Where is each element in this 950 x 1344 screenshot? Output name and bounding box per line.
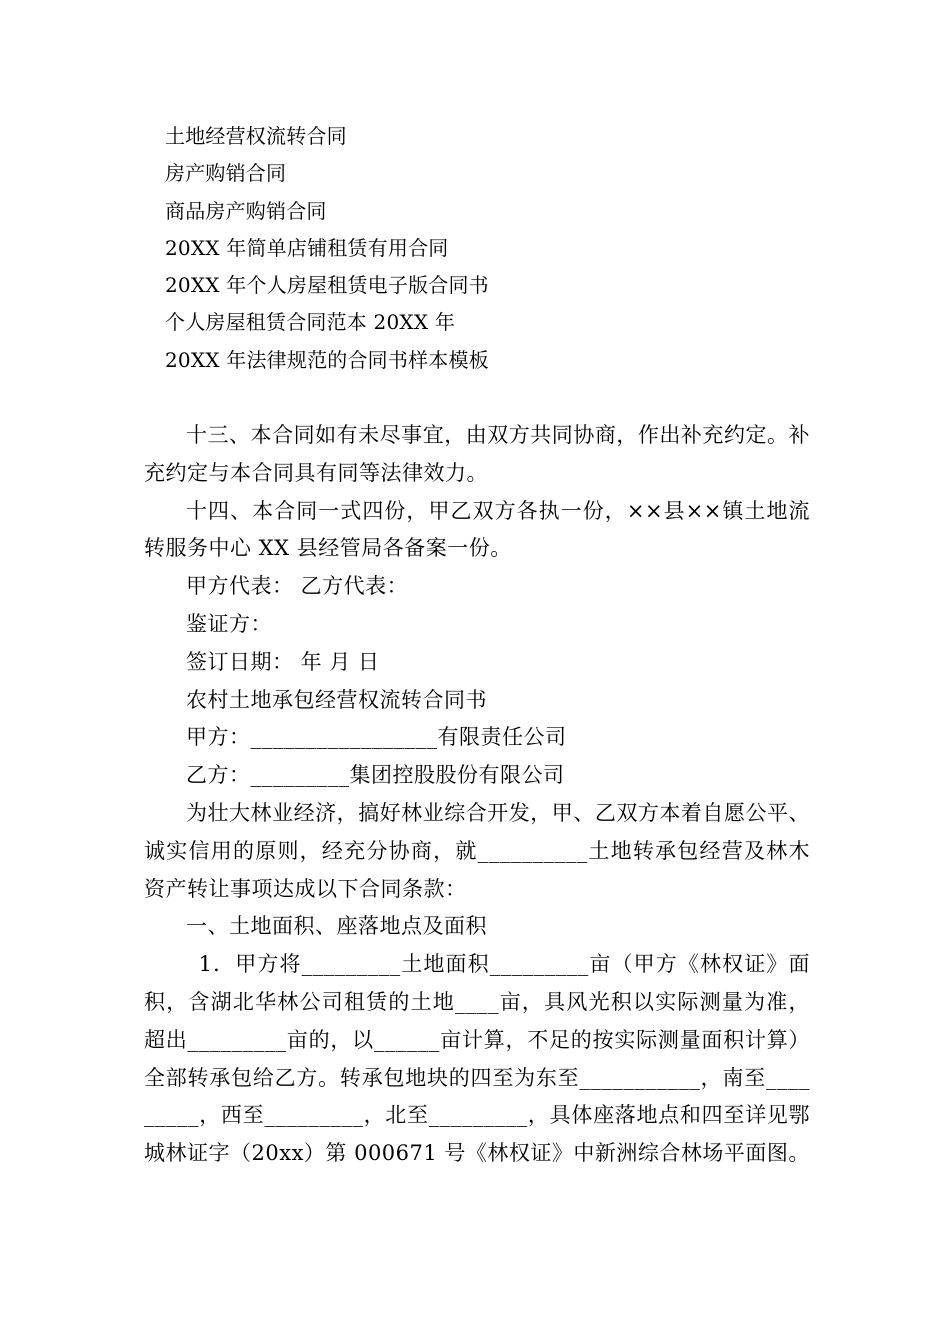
- related-link[interactable]: 20XX 年个人房屋租赁电子版合同书: [165, 273, 489, 298]
- clause-13-paragraph: 十三、本合同如有未尽事宜，由双方共同协商，作出补充约定。补充约定与本合同具有同等法律效力。: [144, 423, 810, 485]
- contract-body: [144, 417, 810, 1173]
- contract-title: 农村土地承包经营权流转合同书: [186, 687, 487, 712]
- related-link[interactable]: 土地经营权流转合同: [165, 124, 347, 148]
- section-1-heading: 一、土地面积、座落地点及面积: [186, 914, 487, 939]
- party-b-line: 乙方：_________集团控股股份有限公司: [186, 763, 565, 788]
- related-contracts-list: [165, 118, 825, 379]
- related-link[interactable]: 房产购销合同: [165, 161, 287, 186]
- related-link[interactable]: 商品房产购销合同: [165, 198, 327, 223]
- clause-14-paragraph: 十四、本合同一式四份，甲乙双方各执一份，××县××镇土地流转服务中心 XX 县经管局各备案一份。: [144, 498, 810, 561]
- item-1-paragraph: 1．甲方将_________土地面积_________亩（甲方《林权证》面积，含湖北华林公司租赁的土地____亩，具风光积以实际测量为准，超出_________亩的，以______亩计算，不足的按实际测量面积计算）全部转承包给乙方。转承包地块的四至为东至___________，南至_________，西至_________，北至_________，具体座落地点和四至详见鄂城林证字（20xx）第 000671 号《林权证》中新洲综合林场平面图。: [144, 952, 810, 1166]
- party-representatives: 甲方代表： 乙方代表：: [186, 574, 409, 599]
- related-link[interactable]: 个人房屋租赁合同范本 20XX 年: [165, 310, 456, 335]
- related-link[interactable]: 20XX 年法律规范的合同书样本模板: [165, 347, 489, 372]
- preamble-paragraph: 为壮大林业经济，搞好林业综合开发，甲、乙双方本着自愿公平、诚实信用的原则，经充分协商，就__________土地转承包经营及林木资产转让事项达成以下合同条款：: [144, 800, 810, 901]
- party-a-line: 甲方：_________________有限责任公司: [186, 725, 567, 750]
- witness-line: 鉴证方：: [186, 611, 272, 636]
- related-link[interactable]: 20XX 年简单店铺租赁有用合同: [165, 235, 449, 260]
- sign-date-line: 签订日期： 年 月 日: [186, 649, 380, 674]
